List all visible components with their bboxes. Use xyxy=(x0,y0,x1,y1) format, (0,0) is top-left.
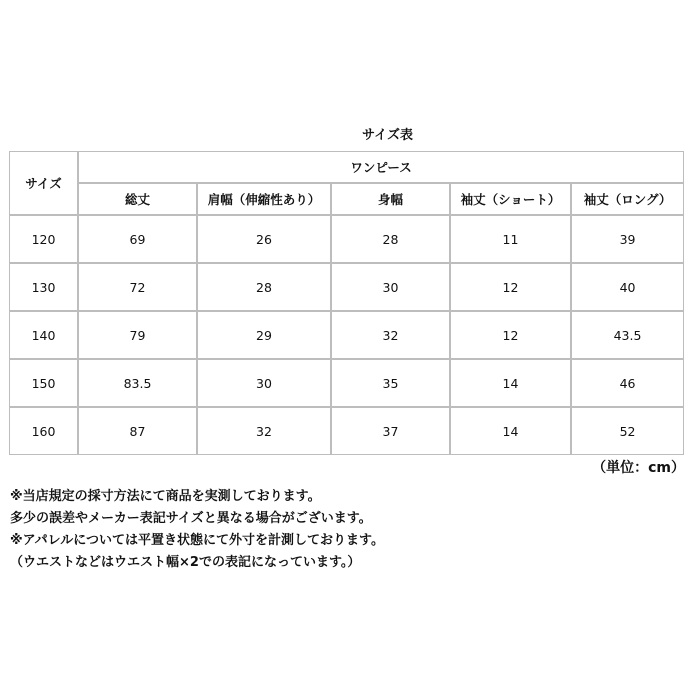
note-line: ※アパレルについては平置き状態にて外寸を計測しております。 xyxy=(10,533,384,548)
table-cell: 12 xyxy=(450,311,571,359)
note-line: ※当店規定の採寸方法にて商品を実測しております。 xyxy=(10,489,321,504)
table-cell: 40 xyxy=(571,263,684,311)
note-line: （ウエストなどはウエスト幅×2での表記になっています。） xyxy=(10,555,361,570)
table-cell: 72 xyxy=(78,263,197,311)
unit-label: （単位：cm） xyxy=(592,460,685,476)
table-header-row xyxy=(9,151,684,183)
table-row xyxy=(9,359,684,407)
size-cell: 150 xyxy=(9,359,78,407)
table-row xyxy=(9,407,684,455)
table-cell: 32 xyxy=(331,311,450,359)
table-row xyxy=(9,215,684,263)
table-subheader-row xyxy=(9,183,684,215)
note-line: 多少の誤差やメーカー表記サイズと異なる場合がございます。 xyxy=(10,511,372,526)
size-column-header: サイズ xyxy=(9,151,78,215)
table-cell: 35 xyxy=(331,359,450,407)
size-table xyxy=(9,151,684,455)
table-cell: 46 xyxy=(571,359,684,407)
column-header: 袖丈（ロング） xyxy=(571,183,684,215)
size-cell: 130 xyxy=(9,263,78,311)
table-cell: 30 xyxy=(331,263,450,311)
column-header: 身幅 xyxy=(331,183,450,215)
table-cell: 30 xyxy=(197,359,331,407)
table-cell: 52 xyxy=(571,407,684,455)
table-cell: 26 xyxy=(197,215,331,263)
table-cell: 39 xyxy=(571,215,684,263)
column-header: 肩幅（伸縮性あり） xyxy=(197,183,331,215)
size-cell: 160 xyxy=(9,407,78,455)
table-cell: 14 xyxy=(450,407,571,455)
table-cell: 87 xyxy=(78,407,197,455)
table-cell: 11 xyxy=(450,215,571,263)
column-header: 総丈 xyxy=(78,183,197,215)
table-cell: 28 xyxy=(197,263,331,311)
table-cell: 32 xyxy=(197,407,331,455)
group-header: ワンピース xyxy=(78,151,684,183)
table-cell: 69 xyxy=(78,215,197,263)
notes xyxy=(10,486,384,574)
size-cell: 140 xyxy=(9,311,78,359)
table-cell: 28 xyxy=(331,215,450,263)
table-cell: 14 xyxy=(450,359,571,407)
table-cell: 43.5 xyxy=(571,311,684,359)
page-title: サイズ表 xyxy=(362,128,413,143)
table-row xyxy=(9,263,684,311)
table-cell: 12 xyxy=(450,263,571,311)
table-cell: 83.5 xyxy=(78,359,197,407)
size-cell: 120 xyxy=(9,215,78,263)
table-cell: 37 xyxy=(331,407,450,455)
table-cell: 29 xyxy=(197,311,331,359)
table-cell: 79 xyxy=(78,311,197,359)
column-header: 袖丈（ショート） xyxy=(450,183,571,215)
table-row xyxy=(9,311,684,359)
